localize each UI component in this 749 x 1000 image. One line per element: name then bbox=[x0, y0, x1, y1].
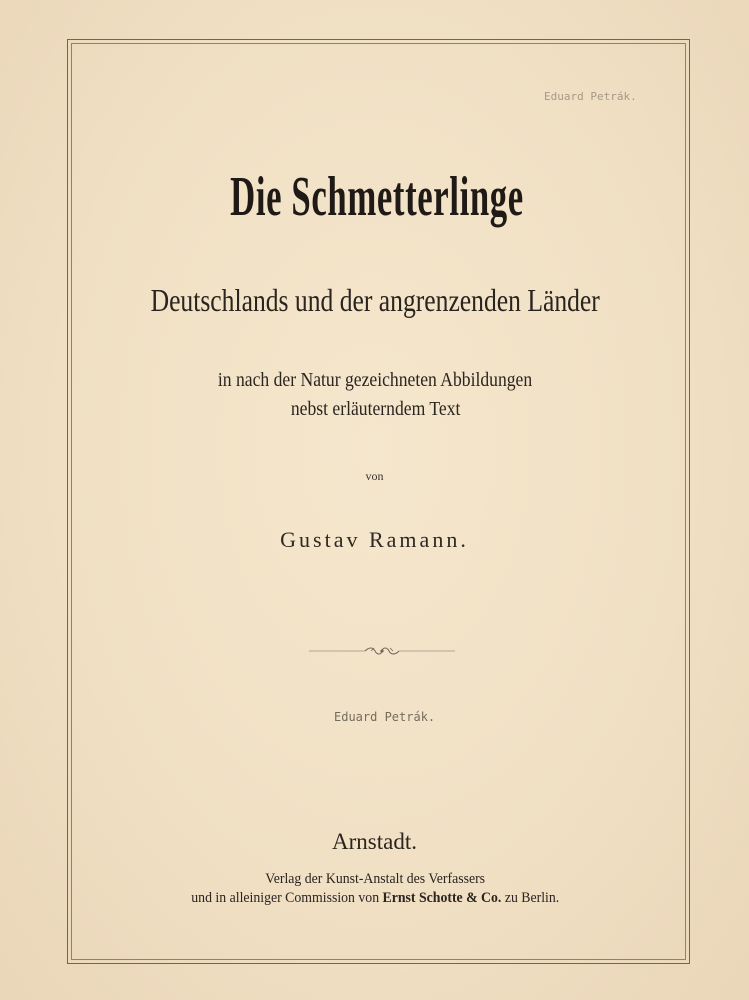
description-line-1: in nach der Natur gezeichneten Abbildungen bbox=[217, 369, 533, 391]
imprint-publisher-line-1: Verlag der Kunst-Anstalt des Verfassers bbox=[265, 871, 486, 887]
imprint-line-2-prefix: und in alleiniger Commission von bbox=[191, 890, 380, 906]
imprint-place: Arnstadt. bbox=[332, 829, 417, 854]
ornament-divider bbox=[309, 643, 455, 659]
publisher-name: Ernst Schotte & Co. bbox=[382, 890, 502, 906]
owner-stamp-middle: Eduard Petrák. bbox=[334, 710, 436, 724]
imprint-publisher-line-2 bbox=[31, 890, 720, 907]
author-name: Gustav Ramann. bbox=[280, 527, 469, 552]
book-title: Die Schmetterlinge bbox=[230, 166, 524, 228]
byline: von bbox=[365, 469, 384, 483]
book-subtitle: Deutschlands und der angrenzenden Länder bbox=[150, 282, 600, 318]
imprint-line-2-suffix: zu Berlin. bbox=[504, 890, 560, 906]
description-line-2: nebst erläuterndem Text bbox=[290, 398, 461, 420]
owner-stamp-top: Eduard Petrák. bbox=[544, 90, 637, 103]
